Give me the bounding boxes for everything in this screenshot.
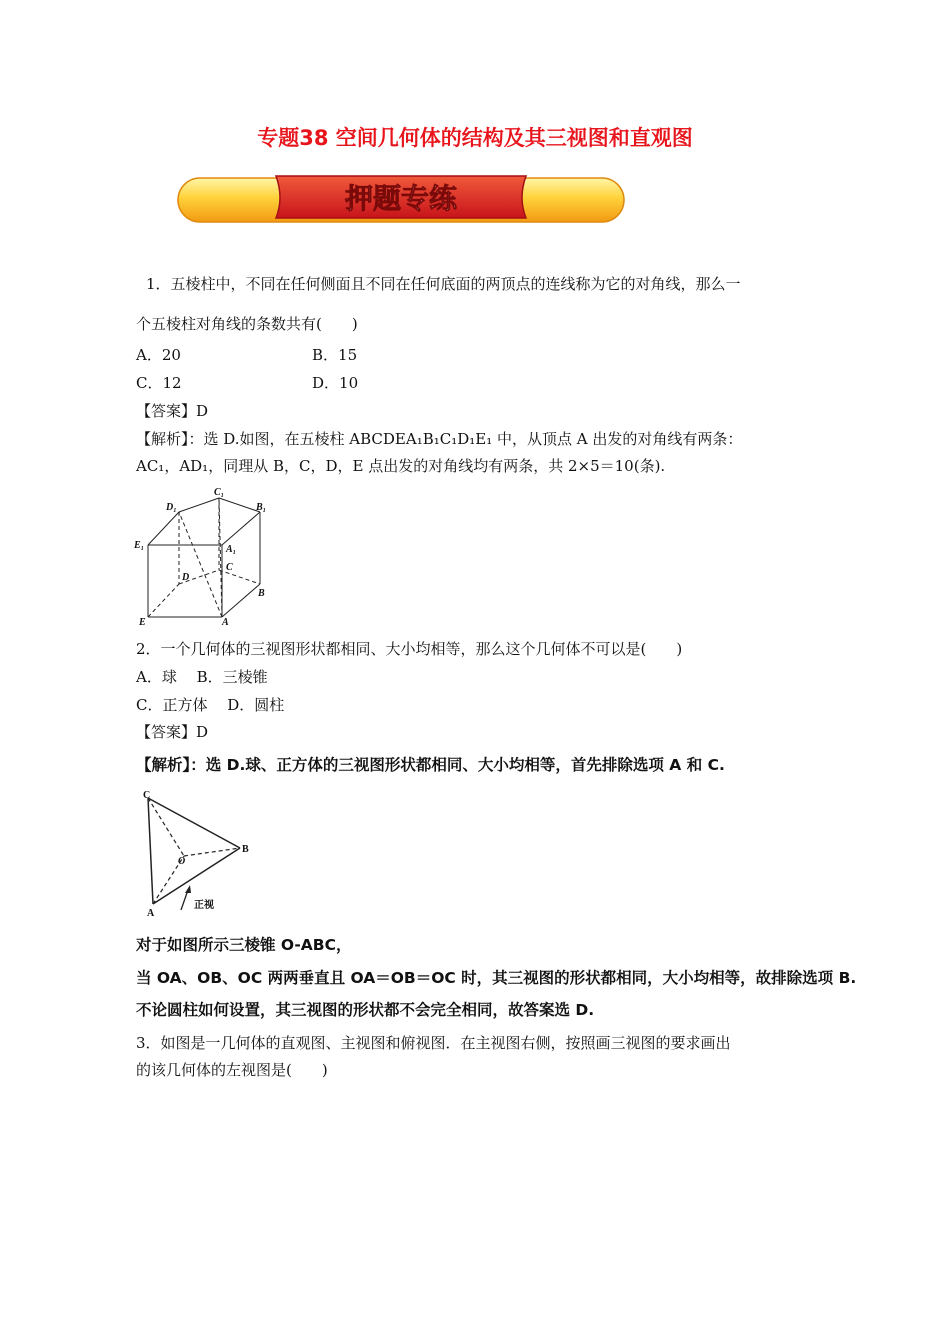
q1-option-a: A．20 xyxy=(136,346,181,364)
label-C: C xyxy=(226,562,233,573)
q2-analysis-line3: 当 OA、OB、OC 两两垂直且 OA＝OB＝OC 时，其三视图的形状都相同，大小均相等，故排除选项 B. xyxy=(136,969,857,987)
label-A1: A₁ xyxy=(226,544,237,555)
label-B: B xyxy=(242,844,249,855)
q1-stem-line2: 个五棱柱对角线的条数共有( ) xyxy=(136,315,358,333)
label-E1: E₁ xyxy=(134,540,145,551)
tetrahedron-figure xyxy=(140,786,260,920)
q1-analysis-line1: 【解析】：选 D.如图，在五棱柱 ABCDEA₁B₁C₁D₁E₁ 中，从顶点 A 出发的对角线有两条： xyxy=(136,430,743,448)
q2-options-line2: C．正方体 D．圆柱 xyxy=(136,696,285,714)
q1-stem-line1: 1．五棱柱中，不同在任何侧面且不同在任何底面的两顶点的连线称为它的对角线，那么一 xyxy=(146,275,741,293)
page-title: 专题38 空间几何体的结构及其三视图和直观图 xyxy=(257,126,693,150)
label-E: E xyxy=(139,617,146,627)
q1-option-d: D．10 xyxy=(312,374,359,392)
q2-analysis-line4: 不论圆柱如何设置，其三视图的形状都不会完全相同，故答案选 D. xyxy=(136,1001,595,1019)
q1-option-c: C．12 xyxy=(136,374,182,392)
view-arrow-head xyxy=(185,885,191,893)
label-O: O xyxy=(178,856,186,867)
pentagonal-prism-figure xyxy=(132,485,282,627)
q3-stem-line2: 的该几何体的左视图是( ) xyxy=(136,1061,328,1079)
q2-answer: 【答案】D xyxy=(136,723,209,741)
label-B: B xyxy=(258,588,265,599)
q1-answer: 【答案】D xyxy=(136,402,209,420)
q1-analysis-line2: AC₁，AD₁，同理从 B，C，D，E 点出发的对角线均有两条，共 2×5＝10(条). xyxy=(136,457,666,475)
label-C1: C₁ xyxy=(214,487,225,498)
q3-stem-line1: 3．如图是一几何体的直观图、主视图和俯视图．在主视图右侧，按照画三视图的要求画出 xyxy=(136,1034,731,1052)
label-C: C xyxy=(143,790,151,801)
label-D: D xyxy=(182,572,190,583)
q2-options-line1: A．球 B．三棱锥 xyxy=(136,668,268,686)
banner-text: 押题专练 xyxy=(344,182,458,215)
label-A: A xyxy=(222,617,229,627)
banner xyxy=(176,170,626,228)
q2-stem: 2．一个几何体的三视图形状都相同、大小均相等，那么这个几何体不可以是( ) xyxy=(136,640,683,658)
label-A: A xyxy=(147,908,155,919)
label-zhengshi: 正视 xyxy=(194,900,214,911)
q2-analysis-line1: 【解析】：选 D.球、正方体的三视图形状都相同、大小均相等，首先排除选项 A 和 C. xyxy=(136,756,725,774)
q2-analysis-line2: 对于如图所示三棱锥 O-ABC， xyxy=(136,936,352,954)
label-B1: B₁ xyxy=(256,502,267,513)
label-D1: D₁ xyxy=(166,502,177,513)
q1-option-b: B．15 xyxy=(312,346,358,364)
